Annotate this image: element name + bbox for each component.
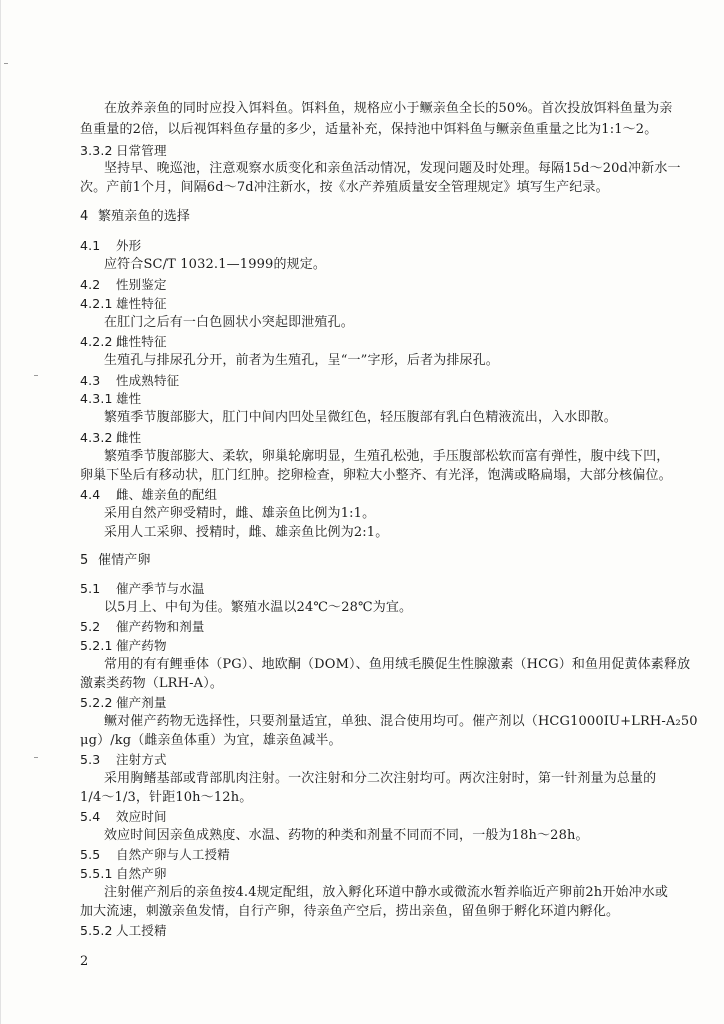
scan-edge — [0, 0, 1, 1024]
paragraph-line: 常用的有有鲤垂体（PG）、地欧酮（DOM）、鱼用绒毛膜促生性腺激素（HCG）和鱼用促黄体素释放 — [104, 657, 691, 672]
heading-number: 4.2.2 — [80, 334, 113, 349]
margin-mark — [34, 757, 38, 758]
paragraph-line: 以5月上、中旬为佳。繁殖水温以24℃～28℃为宜。 — [104, 600, 413, 615]
paragraph-line: 注射催产剂后的亲鱼按4.4规定配组，放入孵化环道中静水或微流水暂养临近产卵前2h开始冲水或 — [104, 885, 669, 900]
heading-text: 雌、雄亲鱼的配组 — [116, 487, 218, 502]
section-heading — [80, 209, 190, 225]
heading-text: 外形 — [116, 238, 142, 253]
paragraph-line: 卵巢下坠后有移动状，肛门红肿。挖卵检查，卵粒大小整齐、有光泽，饱满或略扁塌，大部分核偏位。 — [80, 468, 672, 483]
heading-number: 5.2.1 — [80, 638, 113, 653]
subsection-heading — [80, 619, 205, 635]
paragraph-line: 应符合SC/T 1032.1—1999的规定。 — [104, 257, 327, 272]
paragraph-line: 繁殖季节腹部膨大，肛门中间内凹处呈微红色，轻压腹部有乳白色精液流出，入水即散。 — [104, 410, 617, 425]
subsection-heading — [80, 373, 179, 389]
paragraph-line: 在肛门之后有一白色圆状小突起即泄殖孔。 — [104, 315, 354, 330]
paragraph-line: 繁殖季节腹部膨大、柔软，卵巢轮廓明显，生殖孔松弛，手压腹部松软而富有弹性，腹中线下凹， — [104, 449, 670, 464]
subsection-heading — [80, 238, 141, 254]
heading-number: 5.5.2 — [80, 923, 113, 938]
heading-number: 5.5.1 — [80, 866, 113, 881]
heading-number: 4.1 — [80, 238, 101, 253]
paragraph-line: 生殖孔与排尿孔分开，前者为生殖孔，呈“一”字形，后者为排尿孔。 — [104, 353, 499, 368]
margin-mark — [4, 63, 8, 64]
heading-text: 催情产卵 — [98, 553, 151, 568]
subsection-heading — [80, 277, 167, 293]
paragraph-line: 效应时间因亲鱼成熟度、水温、药物的种类和剂量不同而不同，一般为18h～28h。 — [104, 828, 589, 843]
subsection-heading — [80, 296, 167, 312]
subsection-heading — [80, 581, 205, 597]
paragraph-line: μg）/kg（雌亲鱼体重）为宜，雄亲鱼减半。 — [80, 733, 342, 748]
heading-number: 4.3.2 — [80, 430, 113, 445]
heading-number: 4 — [80, 209, 89, 224]
paragraph-line: 次。产前1个月，间隔6d～7d冲注新水，按《水产养殖质量安全管理规定》填写生产纪录。 — [80, 180, 609, 195]
paragraph-line: 1/4～1/3，针距10h～12h。 — [80, 790, 253, 805]
heading-number: 5.2 — [80, 619, 101, 634]
heading-text: 催产剂量 — [116, 695, 167, 710]
heading-number: 5.3 — [80, 752, 101, 767]
heading-number: 5.5 — [80, 847, 101, 862]
paragraph-line: 在放养亲鱼的同时应投入饵料鱼。饵料鱼，规格应小于鳜亲鱼全长的50%。首次投放饵料鱼量为亲 — [104, 101, 673, 116]
subsection-heading — [80, 638, 167, 654]
heading-text: 繁殖亲鱼的选择 — [98, 209, 191, 224]
heading-number: 5 — [80, 553, 89, 568]
heading-text: 自然产卵 — [116, 866, 167, 881]
paragraph-line: 鱼重量的2倍，以后视饵料鱼存量的多少，适量补充，保持池中饵料鱼与鳜亲鱼重量之比为1:1～2。 — [80, 122, 658, 137]
heading-number: 3.3.2 — [80, 143, 113, 158]
heading-number: 4.3 — [80, 373, 101, 388]
subsection-heading — [80, 866, 167, 882]
subsection-heading — [80, 143, 167, 159]
heading-text: 催产药物 — [116, 638, 167, 653]
section-heading — [80, 553, 151, 569]
paragraph-line: 采用自然产卵受精时，雌、雄亲鱼比例为1:1。 — [104, 506, 376, 521]
paragraph-line: 鳜对催产药物无选择性，只要剂量适宜，单独、混合使用均可。催产剂以（HCG1000IU+LRH-A₂50 — [104, 714, 698, 729]
heading-text: 雄性特征 — [116, 296, 167, 311]
subsection-heading — [80, 334, 167, 350]
heading-text: 性成熟特征 — [116, 373, 180, 388]
heading-text: 雄性 — [116, 391, 142, 406]
subsection-heading — [80, 847, 230, 863]
heading-text: 雌性特征 — [116, 334, 167, 349]
heading-text: 催产药物和剂量 — [116, 619, 205, 634]
heading-number: 4.3.1 — [80, 391, 113, 406]
heading-number: 4.2.1 — [80, 296, 113, 311]
paragraph-line: 激素类药物（LRH-A）。 — [80, 676, 223, 691]
paragraph-line: 采用胸鳍基部或背部肌肉注射。一次注射和分二次注射均可。两次注射时，第一针剂量为总量的 — [104, 771, 657, 786]
heading-text: 性别鉴定 — [116, 277, 167, 292]
heading-number: 4.2 — [80, 277, 101, 292]
paragraph-line: 加大流速，刺激亲鱼发情，自行产卵，待亲鱼产空后，捞出亲鱼，留鱼卵于孵化环道内孵化。 — [80, 904, 620, 919]
heading-number: 5.2.2 — [80, 695, 113, 710]
subsection-heading — [80, 752, 167, 768]
subsection-heading — [80, 487, 217, 503]
subsection-heading — [80, 430, 141, 446]
margin-mark — [34, 375, 38, 376]
heading-text: 注射方式 — [116, 752, 167, 767]
paragraph-line: 采用人工采卵、授精时，雌、雄亲鱼比例为2:1。 — [104, 525, 389, 540]
heading-text: 日常管理 — [116, 143, 167, 158]
heading-number: 4.4 — [80, 487, 101, 502]
heading-text: 效应时间 — [116, 809, 167, 824]
heading-text: 催产季节与水温 — [116, 581, 205, 596]
heading-text: 人工授精 — [116, 923, 167, 938]
heading-text: 雌性 — [116, 430, 142, 445]
subsection-heading — [80, 695, 167, 711]
subsection-heading — [80, 391, 141, 407]
subsection-heading — [80, 923, 167, 939]
heading-number: 5.4 — [80, 809, 101, 824]
heading-number: 5.1 — [80, 581, 101, 596]
page-number: 2 — [80, 954, 89, 969]
heading-text: 自然产卵与人工授精 — [116, 847, 230, 862]
paragraph-line: 坚持早、晚巡池，注意观察水质变化和亲鱼活动情况，发现问题及时处理。每隔15d～20d冲新水一 — [104, 161, 681, 176]
subsection-heading — [80, 809, 167, 825]
